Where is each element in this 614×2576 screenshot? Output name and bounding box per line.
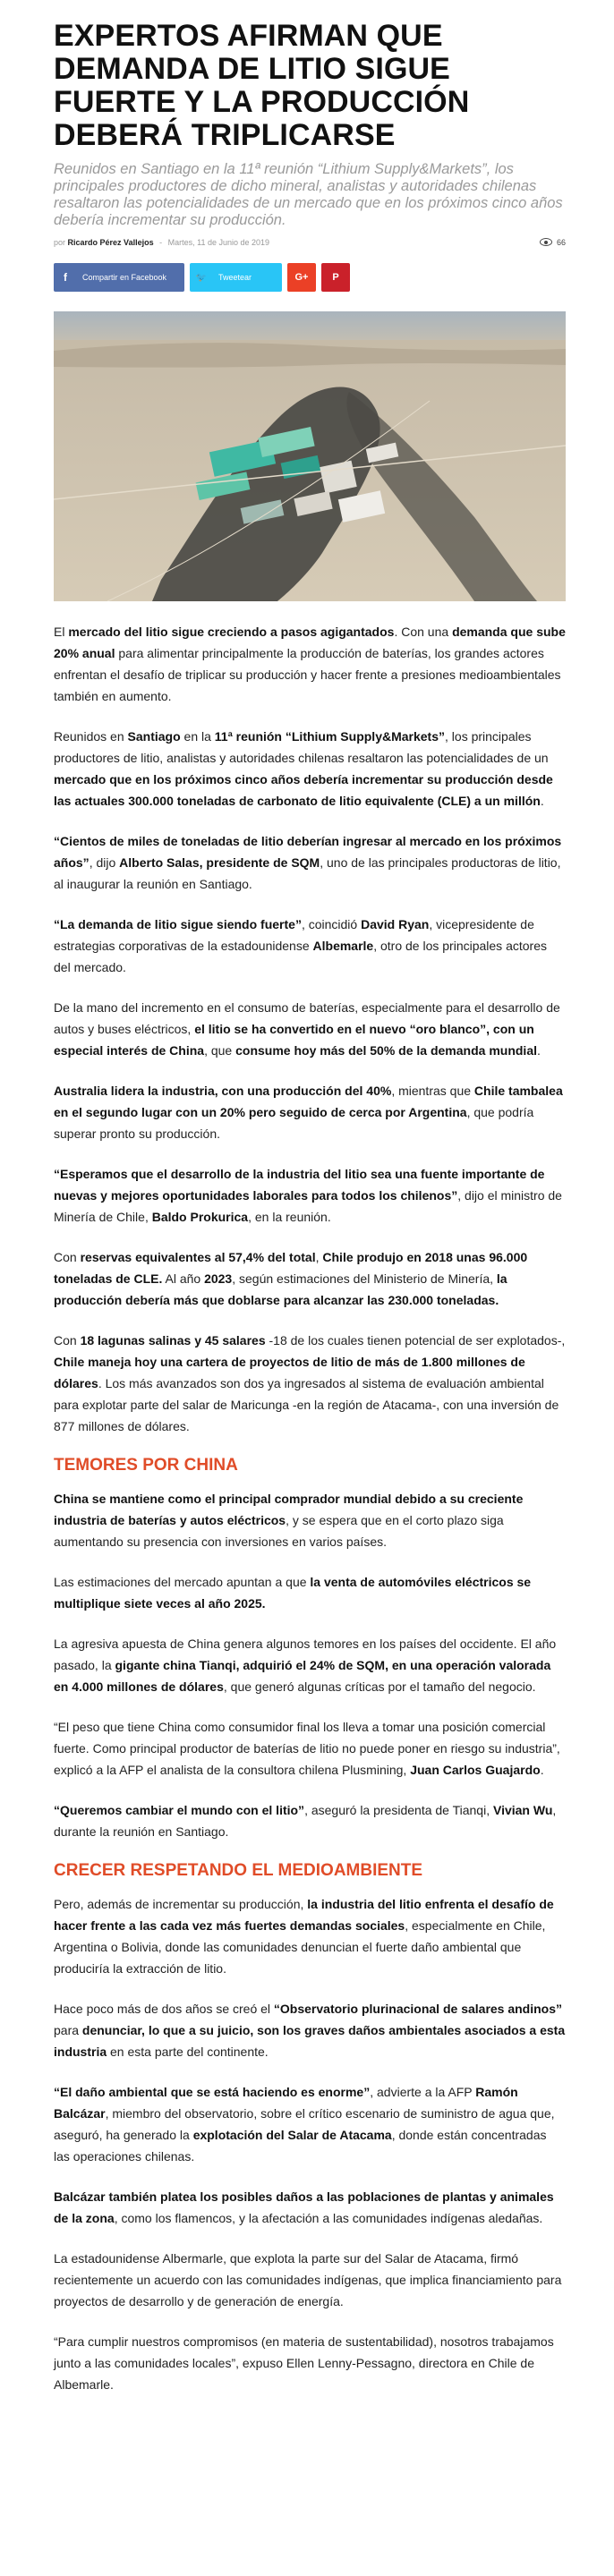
paragraph bbox=[54, 1998, 566, 2062]
bold-text: la industria del litio enfrenta el desafío de hacer frente a las cada vez más fuertes demandas sociales bbox=[54, 1897, 554, 1933]
article-meta bbox=[54, 238, 566, 251]
text-run: La estadounidense Albermarle, que explota la parte sur del Salar de Atacama, firmó recientemente un acuerdo con las comunidades indígenas, que implica financiamiento para proyectos de desarrollo y de generación de energía. bbox=[54, 2251, 562, 2308]
article-photo bbox=[54, 311, 566, 601]
paragraph bbox=[54, 1571, 566, 1614]
bold-text: Albemarle bbox=[312, 939, 374, 953]
text-run: “El peso que tiene China como consumidor final los lleva a tomar una posición comercial fuerte. Como principal productor de baterías de litio no puede poner en riesgo su industria”, explicó a la AFP el analista de la consultora chilena Plusmining, bbox=[54, 1720, 560, 1777]
paragraph bbox=[54, 1246, 566, 1311]
meta-separator: - bbox=[159, 238, 163, 247]
text-run: , donde están concentradas las operaciones chilenas. bbox=[54, 2128, 547, 2164]
bold-text: “Esperamos que el desarrollo de la industria del litio sea una fuente importante de nuevas y mejores oportunidades laborales para todos los chilenos” bbox=[54, 1167, 545, 1203]
article-body bbox=[54, 621, 566, 2395]
bold-text: Chile tambalea en el segundo lugar con un 20% pero seguido de cerca por Argentina bbox=[54, 1084, 563, 1119]
text-run: Pero, además de incrementar su producción, bbox=[54, 1897, 308, 1911]
bold-text: “Queremos cambiar el mundo con el litio” bbox=[54, 1803, 305, 1817]
paragraph bbox=[54, 2331, 566, 2395]
publish-date: Martes, 11 de Junio de 2019 bbox=[167, 238, 270, 247]
text-run: para bbox=[54, 2023, 82, 2037]
text-run: El bbox=[54, 625, 69, 639]
bold-text: Chile maneja hoy una cartera de proyectos de litio de más de 1.800 millones de dólares bbox=[54, 1355, 525, 1390]
bold-text: “El daño ambiental que se está haciendo es enorme” bbox=[54, 2085, 371, 2099]
byline-label: por bbox=[54, 238, 66, 247]
text-run: . bbox=[540, 794, 544, 808]
paragraph bbox=[54, 1633, 566, 1697]
paragraph bbox=[54, 1799, 566, 1842]
share-twitter-label: Tweetear bbox=[218, 273, 252, 282]
bold-text: gigante china Tianqi, adquirió el 24% de SQM, en una operación valorada en 4.000 millones de dólares bbox=[54, 1658, 551, 1694]
text-run: , dijo el ministro de Minería de Chile, bbox=[54, 1188, 562, 1224]
text-run: . Los más avanzados son dos ya ingresados al sistema de evaluación ambiental para explotar parte del salar de Maricunga -en la región de Atacama-, con una inversión de 877 millones de dólares. bbox=[54, 1376, 559, 1433]
twitter-icon: 🐦 bbox=[195, 272, 208, 283]
paragraph bbox=[54, 2081, 566, 2167]
text-run: , que podría superar pronto su producción. bbox=[54, 1105, 534, 1141]
bold-text: Balcázar también platea los posibles daños a las poblaciones de plantas y animales de la zona bbox=[54, 2189, 554, 2225]
text-run: en la bbox=[180, 729, 215, 744]
text-run: , vicepresidente de estrategias corporativas de la estadounidense bbox=[54, 917, 534, 953]
text-run: Con bbox=[54, 1250, 81, 1264]
bold-text: denunciar, lo que a su juicio, son los graves daños ambientales asociados a esta industria bbox=[54, 2023, 566, 2059]
text-run: , uno de las principales productoras de litio, al inaugurar la reunión en Santiago. bbox=[54, 855, 561, 891]
paragraph bbox=[54, 1330, 566, 1437]
bold-text: 18 lagunas salinas y 45 salares bbox=[80, 1333, 266, 1348]
text-run: en esta parte del continente. bbox=[107, 2045, 269, 2059]
paragraph bbox=[54, 997, 566, 1061]
paragraph bbox=[54, 1893, 566, 1979]
googleplus-icon: G+ bbox=[294, 272, 309, 283]
text-run: . bbox=[537, 1043, 541, 1058]
paragraph bbox=[54, 1488, 566, 1552]
bold-text: 11ª reunión “Lithium Supply&Markets” bbox=[214, 729, 446, 744]
bold-text: “La demanda de litio sigue siendo fuerte” bbox=[54, 917, 302, 931]
bold-text: China se mantiene como el principal comprador mundial debido a su creciente industria de baterías y autos eléctricos bbox=[54, 1492, 524, 1527]
bold-text: reservas equivalentes al 57,4% del total bbox=[80, 1250, 316, 1264]
bold-text: explotación del Salar de Atacama bbox=[192, 2128, 392, 2142]
text-run: , advierte a la AFP bbox=[370, 2085, 476, 2099]
bold-text: Vivian Wu bbox=[492, 1803, 553, 1817]
text-run: . bbox=[540, 1763, 544, 1777]
bold-text: “Observatorio plurinacional de salares andinos” bbox=[273, 2002, 563, 2016]
paragraph bbox=[54, 830, 566, 895]
view-count-value: 66 bbox=[556, 238, 566, 247]
bold-text: mercado que en los próximos cinco años debería incrementar su producción desde las actuales 300.000 toneladas de carbonato de litio equivalente (CLE) a un millón bbox=[54, 772, 553, 808]
text-run: , que bbox=[204, 1043, 236, 1058]
paragraph bbox=[54, 621, 566, 707]
text-run: Reunidos en bbox=[54, 729, 128, 744]
text-run: , durante la reunión en Santiago. bbox=[54, 1803, 557, 1839]
section-heading: TEMORES POR CHINA bbox=[54, 1456, 238, 1475]
share-pinterest-button[interactable] bbox=[321, 263, 350, 292]
bold-text: la venta de automóviles eléctricos se multiplique siete veces al año 2025. bbox=[54, 1575, 532, 1611]
lithium-mine-aerial-image bbox=[54, 311, 566, 601]
bold-text: David Ryan bbox=[361, 917, 430, 931]
bold-text: demanda que sube 20% anual bbox=[54, 625, 566, 660]
share-facebook-button[interactable] bbox=[54, 263, 184, 292]
bold-text: consume hoy más del 50% de la demanda mundial bbox=[235, 1043, 537, 1058]
bold-text: mercado del litio sigue creciendo a pasos agigantados bbox=[68, 625, 395, 639]
share-twitter-button[interactable] bbox=[190, 263, 282, 292]
eye-icon bbox=[540, 238, 552, 246]
text-run: , dijo bbox=[89, 855, 120, 870]
share-facebook-label: Compartir en Facebook bbox=[82, 273, 167, 282]
share-bar bbox=[54, 263, 566, 292]
bold-text: Alberto Salas, presidente de SQM bbox=[119, 855, 320, 870]
text-run: . Con una bbox=[394, 625, 453, 639]
text-run: De la mano del incremento en el consumo de baterías, especialmente para el desarrollo de autos y buses eléctricos, bbox=[54, 1000, 560, 1036]
text-run: -18 de los cuales tienen potencial de ser explotados-, bbox=[265, 1333, 566, 1348]
bold-text: Baldo Prokurica bbox=[151, 1210, 249, 1224]
text-run: Al año bbox=[162, 1271, 205, 1286]
paragraph bbox=[54, 2186, 566, 2229]
text-run: , mientras que bbox=[391, 1084, 474, 1098]
paragraph bbox=[54, 726, 566, 812]
bold-text: Juan Carlos Guajardo bbox=[410, 1763, 541, 1777]
facebook-icon: f bbox=[64, 271, 67, 284]
paragraph bbox=[54, 2248, 566, 2312]
text-run: Con bbox=[54, 1333, 81, 1348]
text-run: , otro de los principales actores del mercado. bbox=[54, 939, 547, 974]
text-run: , según estimaciones del Ministerio de Minería, bbox=[232, 1271, 497, 1286]
article bbox=[54, 0, 566, 2414]
view-count bbox=[540, 238, 566, 247]
text-run: , miembro del observatorio, sobre el crítico escenario de suministro de agua que, aseguró, ha generado la bbox=[54, 2106, 555, 2142]
section-heading: CRECER RESPETANDO EL MEDIOAMBIENTE bbox=[54, 1861, 423, 1880]
article-subtitle: Reunidos en Santiago en la 11ª reunión “Lithium Supply&Markets”, los principales productores de dicho mineral, analistas y autoridades chilenas resaltaron las potencialidades de un mercado que en los próximos cinco años debería incrementar su producción. bbox=[54, 161, 563, 228]
share-googleplus-button[interactable] bbox=[287, 263, 316, 292]
text-run: , como los flamencos, y la afectación a las comunidades indígenas aledañas. bbox=[114, 2211, 543, 2225]
text-run: , y se espera que en el corto plazo siga aumentando su presencia con inversiones en varios países. bbox=[54, 1513, 504, 1549]
bold-text: Chile produjo en 2018 unas 96.000 toneladas de CLE. bbox=[54, 1250, 528, 1286]
text-run: Hace poco más de dos años se creó el bbox=[54, 2002, 274, 2016]
text-run: , aseguró la presidenta de Tianqi, bbox=[304, 1803, 493, 1817]
author-link[interactable]: Ricardo Pérez Vallejos bbox=[67, 238, 154, 247]
text-run: Las estimaciones del mercado apuntan a que bbox=[54, 1575, 311, 1589]
text-run: , en la reunión. bbox=[248, 1210, 331, 1224]
bold-text: el litio se ha convertido en el nuevo “oro blanco”, con un especial interés de China bbox=[54, 1022, 534, 1058]
pinterest-icon: P bbox=[332, 272, 339, 283]
paragraph bbox=[54, 1716, 566, 1781]
bold-text: Santiago bbox=[127, 729, 181, 744]
text-run: , coincidió bbox=[301, 917, 362, 931]
paragraph bbox=[54, 914, 566, 978]
bold-text: 2023 bbox=[204, 1271, 233, 1286]
bold-text: Ramón Balcázar bbox=[54, 2085, 518, 2121]
article-title: EXPERTOS AFIRMAN QUE DEMANDA DE LITIO SIGUE FUERTE Y LA PRODUCCIÓN DEBERÁ TRIPLICARSE bbox=[54, 19, 470, 152]
paragraph bbox=[54, 1080, 566, 1144]
text-run: , que generó algunas críticas por el tamaño del negocio. bbox=[223, 1679, 536, 1694]
text-run: “Para cumplir nuestros compromisos (en materia de sustentabilidad), nosotros trabajamos junto a las comunidades locales”, expuso Ellen Lenny-Pessagno, directora en Chile de Albemarle. bbox=[54, 2334, 554, 2392]
bold-text: “Cientos de miles de toneladas de litio deberían ingresar al mercado en los próximos años” bbox=[54, 834, 562, 870]
bold-text: la producción debería más que doblarse para alcanzar las 230.000 toneladas. bbox=[54, 1271, 507, 1307]
text-run: , bbox=[315, 1250, 323, 1264]
text-run: para alimentar principalmente la producción de baterías, los grandes actores enfrentan el desafío de triplicar su producción y hacer frente a presiones medioambientales también en aumento. bbox=[54, 646, 561, 703]
text-run: La agresiva apuesta de China genera algunos temores en los países del occidente. El año pasado, la bbox=[54, 1637, 557, 1672]
bold-text: Australia lidera la industria, con una producción del 40% bbox=[54, 1084, 392, 1098]
text-run: , los principales productores de litio, analistas y autoridades chilenas resaltaron las potencialidades de un bbox=[54, 729, 549, 765]
text-run: , especialmente en Chile, Argentina o Bolivia, donde las comunidades denuncian el fuerte daño ambiental que produciría la extracción de litio. bbox=[54, 1918, 546, 1976]
paragraph bbox=[54, 1163, 566, 1228]
